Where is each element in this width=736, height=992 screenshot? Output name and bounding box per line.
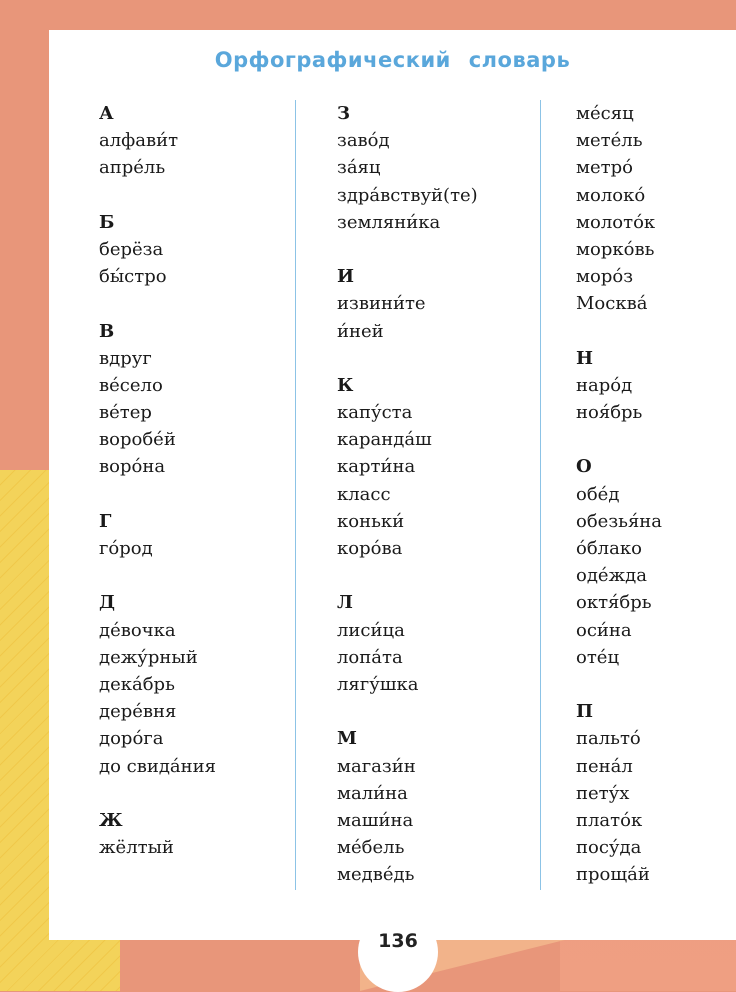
dictionary-word: магази́н xyxy=(337,755,416,777)
dictionary-word: дежу́рный xyxy=(99,646,198,668)
dictionary-section xyxy=(99,318,216,481)
dictionary-word: плато́к xyxy=(576,809,643,831)
dictionary-section xyxy=(576,100,662,318)
dictionary-word: апре́ль xyxy=(99,157,166,179)
dictionary-word: за́яц xyxy=(337,157,381,179)
dictionary-word: медве́дь xyxy=(337,864,415,886)
dictionary-section xyxy=(99,807,216,861)
dictionary-column-1 xyxy=(99,100,216,861)
dictionary-word: жёлтый xyxy=(99,837,174,859)
dictionary-word: и́ней xyxy=(337,320,384,342)
dictionary-word: го́род xyxy=(99,538,153,559)
dictionary-word: лиси́ца xyxy=(337,619,405,641)
section-gap xyxy=(99,780,216,807)
dictionary-word: дека́брь xyxy=(99,673,175,695)
section-gap xyxy=(99,182,216,209)
dictionary-word: моро́з xyxy=(576,266,634,288)
dictionary-word: молоко́ xyxy=(576,184,646,206)
dictionary-word: маши́на xyxy=(337,809,414,831)
dictionary-word: воро́на xyxy=(99,456,166,478)
section-gap xyxy=(337,345,478,372)
page-number-badge xyxy=(358,912,438,992)
section-gap xyxy=(337,698,478,725)
column-divider xyxy=(295,100,296,890)
dictionary-word: Москва́ xyxy=(576,293,648,315)
dictionary-word: коньки́ xyxy=(337,510,405,532)
section-letter: А xyxy=(99,103,114,124)
dictionary-section xyxy=(337,725,478,888)
dictionary-word: пету́х xyxy=(576,782,630,804)
dictionary-column-2 xyxy=(337,100,478,888)
dictionary-word: мете́ль xyxy=(576,130,643,152)
dictionary-word: метро́ xyxy=(576,157,633,179)
section-letter: М xyxy=(337,728,357,750)
dictionary-word: лопа́та xyxy=(337,646,403,668)
section-letter: П xyxy=(576,701,593,723)
dictionary-page xyxy=(49,30,736,940)
dictionary-word: каранда́ш xyxy=(337,429,432,451)
dictionary-word: де́вочка xyxy=(99,619,176,641)
section-gap xyxy=(576,318,662,345)
dictionary-word: оте́ц xyxy=(576,646,620,668)
dictionary-section xyxy=(576,453,662,671)
dictionary-word: мали́на xyxy=(337,782,408,804)
dictionary-word: воробе́й xyxy=(99,429,176,451)
dictionary-word: класс xyxy=(337,483,391,505)
dictionary-word: здра́вствуй(те) xyxy=(337,184,478,206)
dictionary-section xyxy=(337,100,478,236)
section-letter: Б xyxy=(99,211,115,233)
dictionary-word: до свида́ния xyxy=(99,755,217,777)
section-letter: Г xyxy=(99,510,112,532)
dictionary-word: карти́на xyxy=(337,456,416,478)
column-divider xyxy=(540,100,541,890)
dictionary-word: берёза xyxy=(99,238,164,260)
dictionary-section xyxy=(337,589,478,698)
dictionary-word: доро́га xyxy=(99,728,164,750)
section-letter: И xyxy=(337,266,355,288)
dictionary-word: молото́к xyxy=(576,211,656,233)
section-gap xyxy=(337,562,478,589)
section-letter: Д xyxy=(99,592,116,614)
dictionary-word: наро́д xyxy=(576,374,633,396)
dictionary-word: ме́сяц xyxy=(576,103,634,124)
section-letter: О xyxy=(576,456,592,478)
dictionary-word: оси́на xyxy=(576,619,632,641)
dictionary-section xyxy=(576,698,662,888)
dictionary-word: земляни́ка xyxy=(337,211,441,233)
dictionary-word: пальто́ xyxy=(576,728,641,750)
section-gap xyxy=(99,290,216,317)
section-gap xyxy=(576,671,662,698)
section-letter: Л xyxy=(337,592,353,614)
dictionary-word: извини́те xyxy=(337,293,426,315)
dictionary-section xyxy=(99,209,216,291)
section-letter: В xyxy=(99,320,115,342)
dictionary-word: октя́брь xyxy=(576,592,652,614)
dictionary-word: вдруг xyxy=(99,347,152,369)
page-title: Орфографический словарь xyxy=(214,48,571,72)
dictionary-section xyxy=(99,589,216,779)
dictionary-section xyxy=(576,345,662,427)
dictionary-word: ноя́брь xyxy=(576,402,643,424)
dictionary-word: ве́село xyxy=(99,374,163,396)
dictionary-word: обезья́на xyxy=(576,510,663,532)
section-letter: З xyxy=(337,103,350,124)
dictionary-word: проща́й xyxy=(576,864,650,886)
section-letter: Ж xyxy=(99,809,123,831)
dictionary-section xyxy=(337,263,478,345)
dictionary-word: бы́стро xyxy=(99,266,167,288)
section-letter: Н xyxy=(576,347,594,369)
section-gap xyxy=(99,562,216,589)
dictionary-section xyxy=(99,508,216,562)
dictionary-word: алфави́т xyxy=(99,130,179,152)
dictionary-column-3 xyxy=(576,100,662,888)
dictionary-word: коро́ва xyxy=(337,538,403,559)
dictionary-word: оде́жда xyxy=(576,565,647,587)
section-gap xyxy=(337,236,478,263)
dictionary-section xyxy=(337,372,478,562)
dictionary-word: дере́вня xyxy=(99,701,177,723)
section-gap xyxy=(576,426,662,453)
dictionary-word: заво́д xyxy=(337,130,390,152)
dictionary-word: обе́д xyxy=(576,483,620,505)
dictionary-word: ве́тер xyxy=(99,402,152,424)
dictionary-word: лягу́шка xyxy=(337,673,419,695)
dictionary-word: пена́л xyxy=(576,755,633,777)
section-gap xyxy=(99,481,216,508)
dictionary-word: ме́бель xyxy=(337,837,405,859)
section-letter: К xyxy=(337,374,354,396)
dictionary-word: морко́вь xyxy=(576,238,655,260)
dictionary-word: о́блако xyxy=(576,538,642,559)
dictionary-word: посу́да xyxy=(576,837,642,859)
dictionary-word: капу́ста xyxy=(337,402,413,424)
dictionary-section xyxy=(99,100,216,182)
page-number: 136 xyxy=(378,930,418,952)
